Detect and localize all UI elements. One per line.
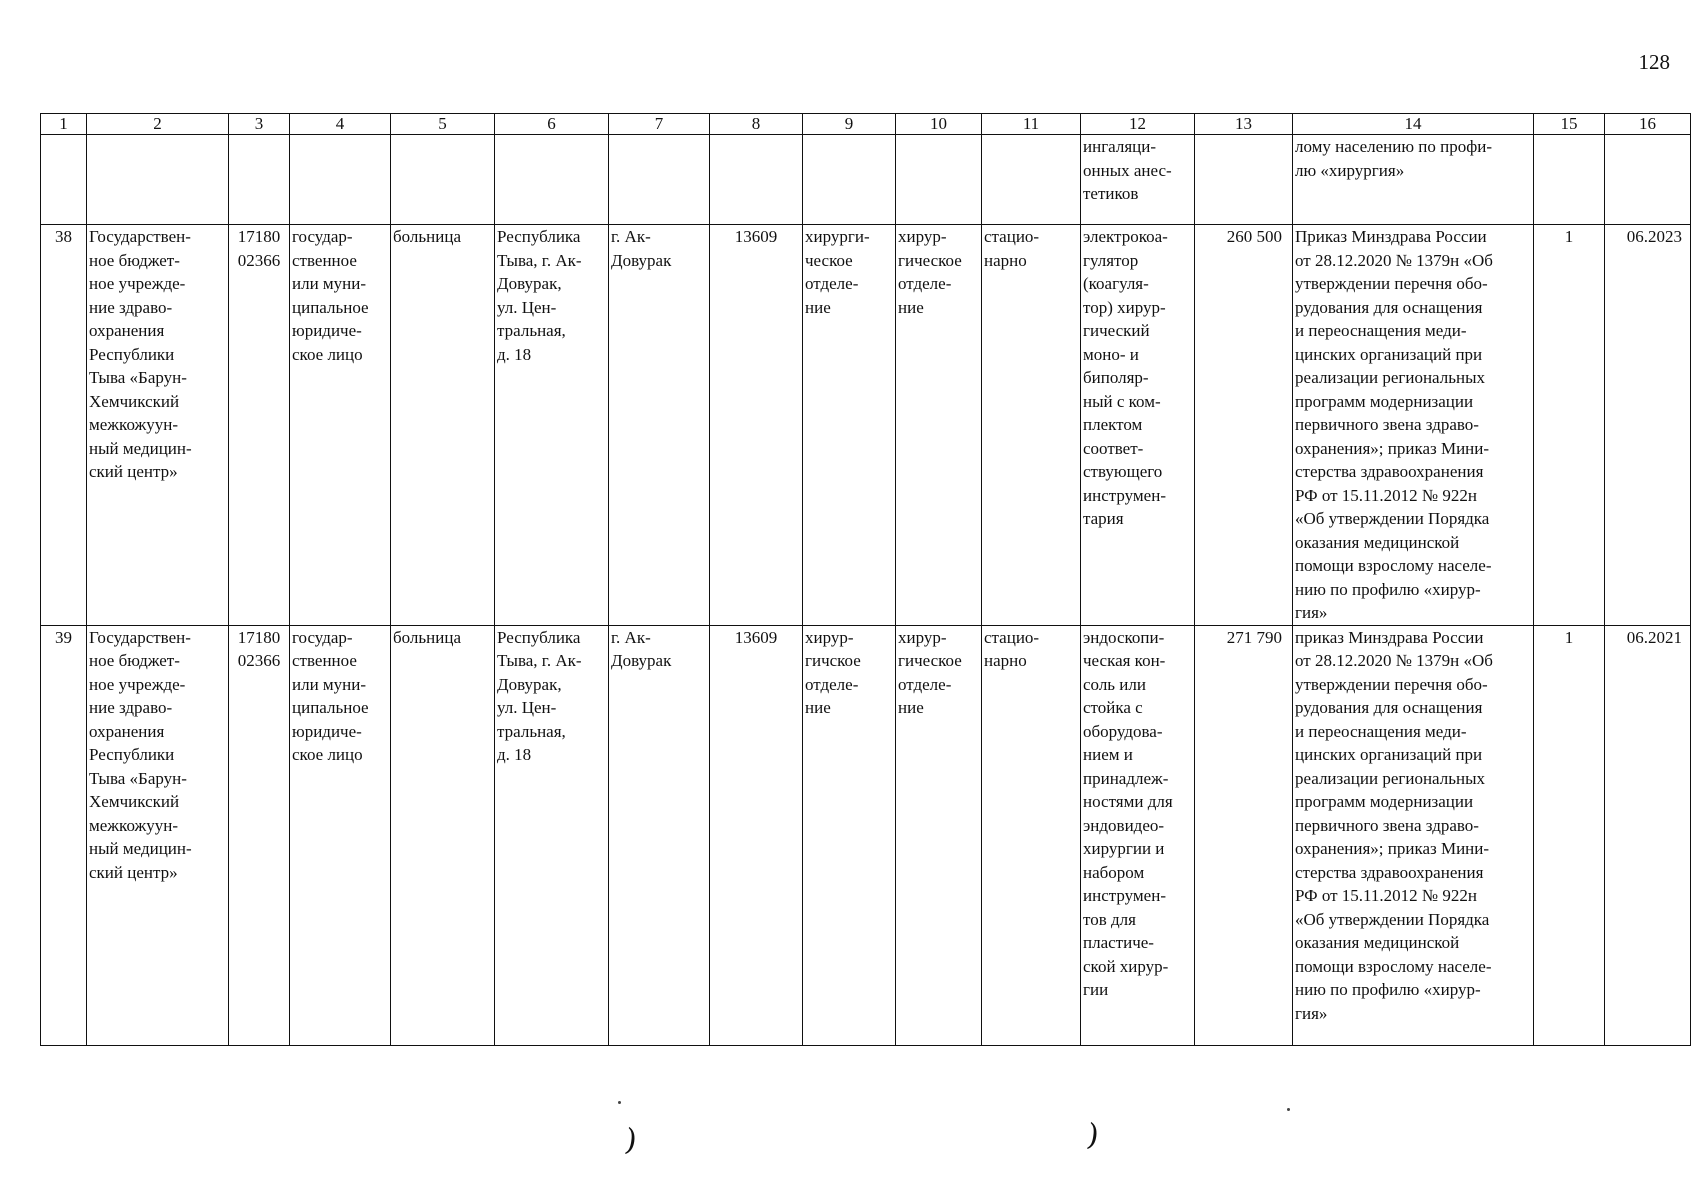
date-cell: 06.2021	[1605, 625, 1691, 1045]
scan-speck	[618, 1101, 621, 1104]
population-cell: 13609	[710, 625, 803, 1045]
column-header: 12	[1081, 114, 1195, 135]
price-cell: 271 790	[1195, 625, 1293, 1045]
column-header: 5	[391, 114, 495, 135]
regulation-cell: Приказ Минздрава России от 28.12.2020 № 1379н «Об утверждении перечня обо- рудования для оснащения и переоснащения меди- цинских организаций при реализации региональных программ модернизации первичного звена здраво- охранения»; приказ Мини- стерства здравоохранения РФ от 15.11.2012 № 922н «Об утверждении Порядка оказания медицинской помощи взрослому населе- нию по профилю «хирур- гия»	[1293, 225, 1534, 626]
column-header: 10	[896, 114, 982, 135]
legal-form-cell	[290, 135, 391, 225]
page-number: 128	[1638, 50, 1670, 74]
facility-type-cell: больница	[391, 225, 495, 626]
scan-speck	[1287, 1108, 1290, 1111]
city-cell: г. Ак- Довурак	[609, 625, 710, 1045]
scan-mark: )	[1084, 1117, 1102, 1154]
care-mode-cell: стацио- нарно	[982, 625, 1081, 1045]
legal-form-cell: государ- ственное или муни- ципальное юридиче- ское лицо	[290, 625, 391, 1045]
facility-type-cell: больница	[391, 625, 495, 1045]
address-cell	[495, 135, 609, 225]
facility-type-cell	[391, 135, 495, 225]
organization-cell	[87, 135, 229, 225]
code-cell	[229, 135, 290, 225]
column-header: 8	[710, 114, 803, 135]
table-header-row	[41, 114, 1691, 135]
city-cell	[609, 135, 710, 225]
care-mode-cell	[982, 135, 1081, 225]
column-header: 6	[495, 114, 609, 135]
column-header: 1	[41, 114, 87, 135]
department-cell: хирурги- ческое отделе- ние	[803, 225, 896, 626]
organization-cell: Государствен- ное бюджет- ное учрежде- ние здраво- охранения Республики Тыва «Барун- Хемчикский межкожуун- ный медицин- ский центр»	[87, 625, 229, 1045]
column-header: 11	[982, 114, 1081, 135]
department-cell	[896, 135, 982, 225]
code-cell: 17180 02366	[229, 225, 290, 626]
care-mode-cell: стацио- нарно	[982, 225, 1081, 626]
department-cell: хирур- гичское отделе- ние	[803, 625, 896, 1045]
quantity-cell: 1	[1534, 225, 1605, 626]
city-cell: г. Ак- Довурак	[609, 225, 710, 626]
column-header: 15	[1534, 114, 1605, 135]
column-header: 7	[609, 114, 710, 135]
column-header: 16	[1605, 114, 1691, 135]
column-header: 2	[87, 114, 229, 135]
regulation-cell: лому населению по профи- лю «хирургия»	[1293, 135, 1534, 225]
department-cell	[803, 135, 896, 225]
price-cell	[1195, 135, 1293, 225]
equipment-cell: ингаляци- онных анес- тетиков	[1081, 135, 1195, 225]
organization-cell: Государствен- ное бюджет- ное учрежде- ние здраво- охранения Республики Тыва «Барун- Хемчикский межкожуун- ный медицин- ский центр»	[87, 225, 229, 626]
table-row	[41, 625, 1691, 1045]
date-cell	[1605, 135, 1691, 225]
code-cell: 17180 02366	[229, 625, 290, 1045]
column-header: 3	[229, 114, 290, 135]
quantity-cell	[1534, 135, 1605, 225]
table-row-continuation	[41, 135, 1691, 225]
scan-mark: )	[622, 1122, 640, 1159]
row-number-cell: 38	[41, 225, 87, 626]
address-cell: Республика Тыва, г. Ак- Довурак, ул. Цен- тральная, д. 18	[495, 225, 609, 626]
quantity-cell: 1	[1534, 625, 1605, 1045]
column-header: 14	[1293, 114, 1534, 135]
address-cell: Республика Тыва, г. Ак- Довурак, ул. Цен- тральная, д. 18	[495, 625, 609, 1045]
column-header: 4	[290, 114, 391, 135]
row-number-cell	[41, 135, 87, 225]
date-cell: 06.2023	[1605, 225, 1691, 626]
row-number-cell: 39	[41, 625, 87, 1045]
population-cell	[710, 135, 803, 225]
equipment-table	[40, 113, 1691, 1046]
column-header: 13	[1195, 114, 1293, 135]
regulation-cell: приказ Минздрава России от 28.12.2020 № 1379н «Об утверждении перечня обо- рудования для оснащения и переоснащения меди- цинских организаций при реализации региональных программ модернизации первичного звена здраво- охранения»; приказ Мини- стерства здравоохранения РФ от 15.11.2012 № 922н «Об утверждении Порядка оказания медицинской помощи взрослому населе- нию по профилю «хирур- гия»	[1293, 625, 1534, 1045]
department-cell: хирур- гическое отделе- ние	[896, 225, 982, 626]
legal-form-cell: государ- ственное или муни- ципальное юридиче- ское лицо	[290, 225, 391, 626]
price-cell: 260 500	[1195, 225, 1293, 626]
department-cell: хирур- гическое отделе- ние	[896, 625, 982, 1045]
column-header: 9	[803, 114, 896, 135]
table-row	[41, 225, 1691, 626]
population-cell: 13609	[710, 225, 803, 626]
equipment-cell: электрокоа- гулятор (коагуля- тор) хирур- гический моно- и биполяр- ный с ком- плектом соответ- ствующего инструмен- тария	[1081, 225, 1195, 626]
equipment-cell: эндоскопи- ческая кон- соль или стойка с оборудова- нием и принадлеж- ностями для эндовидео- хирургии и набором инструмен- тов для пластиче- ской хирур- гии	[1081, 625, 1195, 1045]
